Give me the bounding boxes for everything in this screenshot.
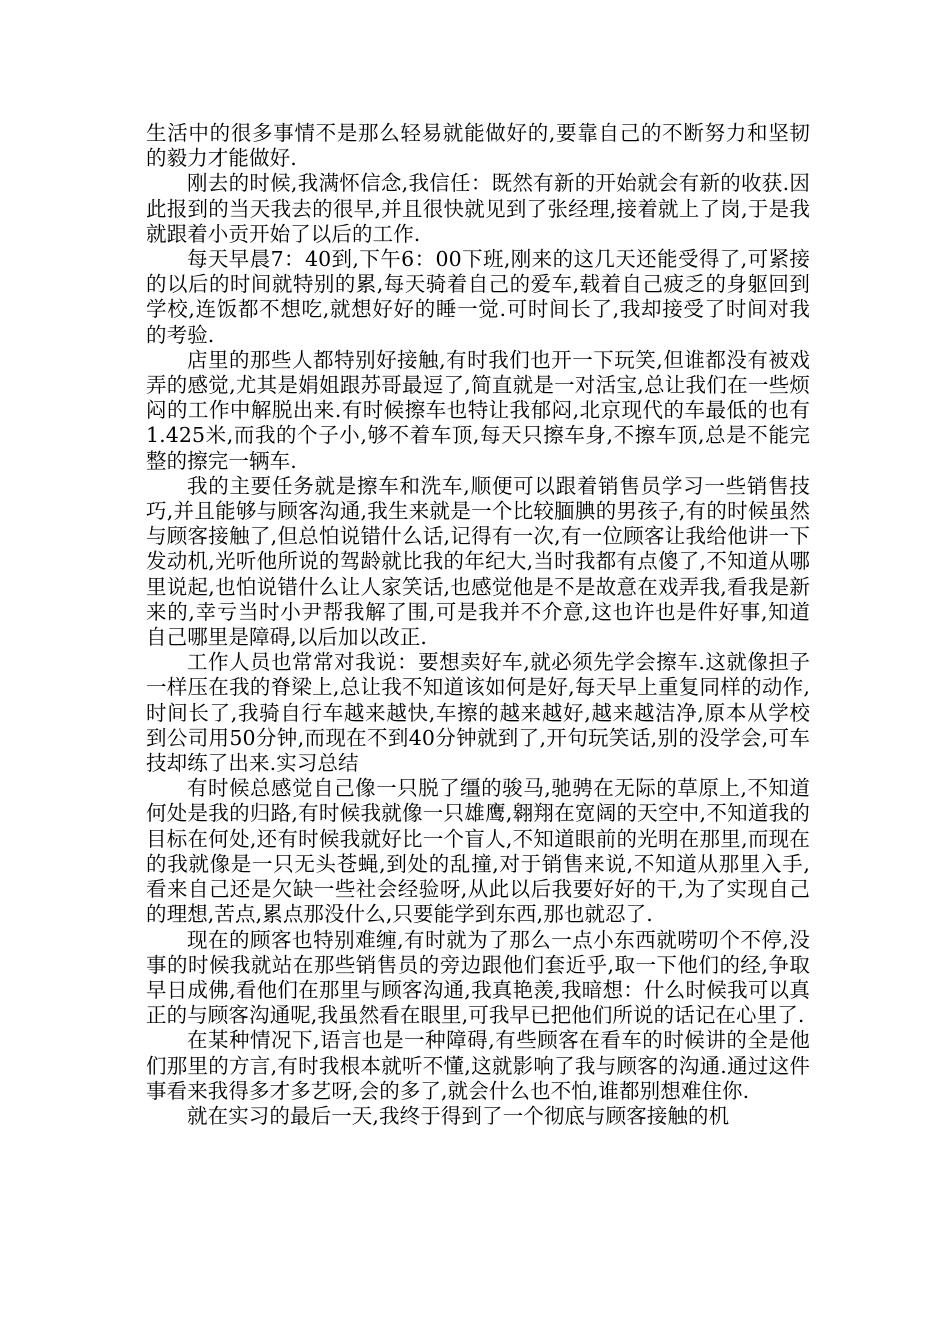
paragraph-3: 每天早晨7：40到,下午6：00下班,刚来的这几天还能受得了,可紧接的以后的时间就特别的累,每天骑着自己的爱车,载着自己疲乏的身躯回到学校,连饭都不想吃,就想好好的睡一觉.可时间长了,我却接受了时间对我的考验. [146,247,810,347]
paragraph-2: 刚去的时候,我满怀信念,我信任：既然有新的开始就会有新的收获.因此报到的当天我去的很早,并且很快就见到了张经理,接着就上了岗,于是我就跟着小贡开始了以后的工作. [146,171,810,246]
paragraph-5: 我的主要任务就是擦车和洗车,顺便可以跟着销售员学习一些销售技巧,并且能够与顾客沟通,我生来就是一个比较腼腆的男孩子,有的时候虽然与顾客接触了,但总怕说错什么话,记得有一次,有一位顾客让我给他讲一下发动机,光听他所说的驾龄就比我的年纪大,当时我都有点傻了,不知道从哪里说起,也怕说错什么让人家笑话,也感觉他是不是故意在戏弄我,看我是新来的,幸亏当时小尹帮我解了围,可是我并不介意,这也许也是件好事,知道自己哪里是障碍,以后加以改正. [146,473,810,650]
paragraph-7: 有时候总感觉自己像一只脱了缰的骏马,驰骋在无际的草原上,不知道何处是我的归路,有时候我就像一只雄鹰,翱翔在宽阔的天空中,不知道我的目标在何处,还有时候我就好比一个盲人,不知道眼前的光明在那里,而现在的我就像是一只无头苍蝇,到处的乱撞,对于销售来说,不知道从那里入手,看来自己还是欠缺一些社会经验呀,从此以后我要好好的干,为了实现自己的理想,苦点,累点那没什么,只要能学到东西,那也就忍了. [146,776,810,927]
paragraph-4: 店里的那些人都特别好接触,有时我们也开一下玩笑,但谁都没有被戏弄的感觉,尤其是娟姐跟苏哥最逗了,简直就是一对活宝,总让我们在一些烦闷的工作中解脱出来.有时候擦车也特让我郁闷,北京现代的车最低的也有1.425米,而我的个子小,够不着车顶,每天只擦车身,不擦车顶,总是不能完整的擦完一辆车. [146,347,810,473]
document-body [146,121,810,1129]
paragraph-10: 就在实习的最后一天,我终于得到了一个彻底与顾客接触的机 [187,1103,730,1128]
paragraph-9: 在某种情况下,语言也是一种障碍,有些顾客在看车的时候讲的全是他们那里的方言,有时我根本就听不懂,这就影响了我与顾客的沟通.通过这件事看来我得多才多艺呀,会的多了,就会什么也不怕,谁都别想难住你. [146,1028,810,1103]
paragraph-8: 现在的顾客也特别难缠,有时就为了那么一点小东西就唠叨个不停,没事的时候我就站在那些销售员的旁边跟他们套近乎,取一下他们的经,争取早日成佛,看他们在那里与顾客沟通,我真艳羡,我暗想：什么时候我可以真正的与顾客沟通呢,我虽然看在眼里,可我早已把他们所说的话记在心里了. [146,927,810,1028]
paragraph-1: 生活中的很多事情不是那么轻易就能做好的,要靠自己的不断努力和坚韧的毅力才能做好. [146,121,810,171]
paragraph-6: 工作人员也常常对我说：要想卖好车,就必须先学会擦车.这就像担子一样压在我的脊梁上,总让我不知道该如何是好,每天早上重复同样的动作,时间长了,我骑自行车越来越快,车擦的越来越好,越来越洁净,原本从学校到公司用50分钟,而现在不到40分钟就到了,开句玩笑话,别的没学会,可车技却练了出来.实习总结 [146,650,810,776]
